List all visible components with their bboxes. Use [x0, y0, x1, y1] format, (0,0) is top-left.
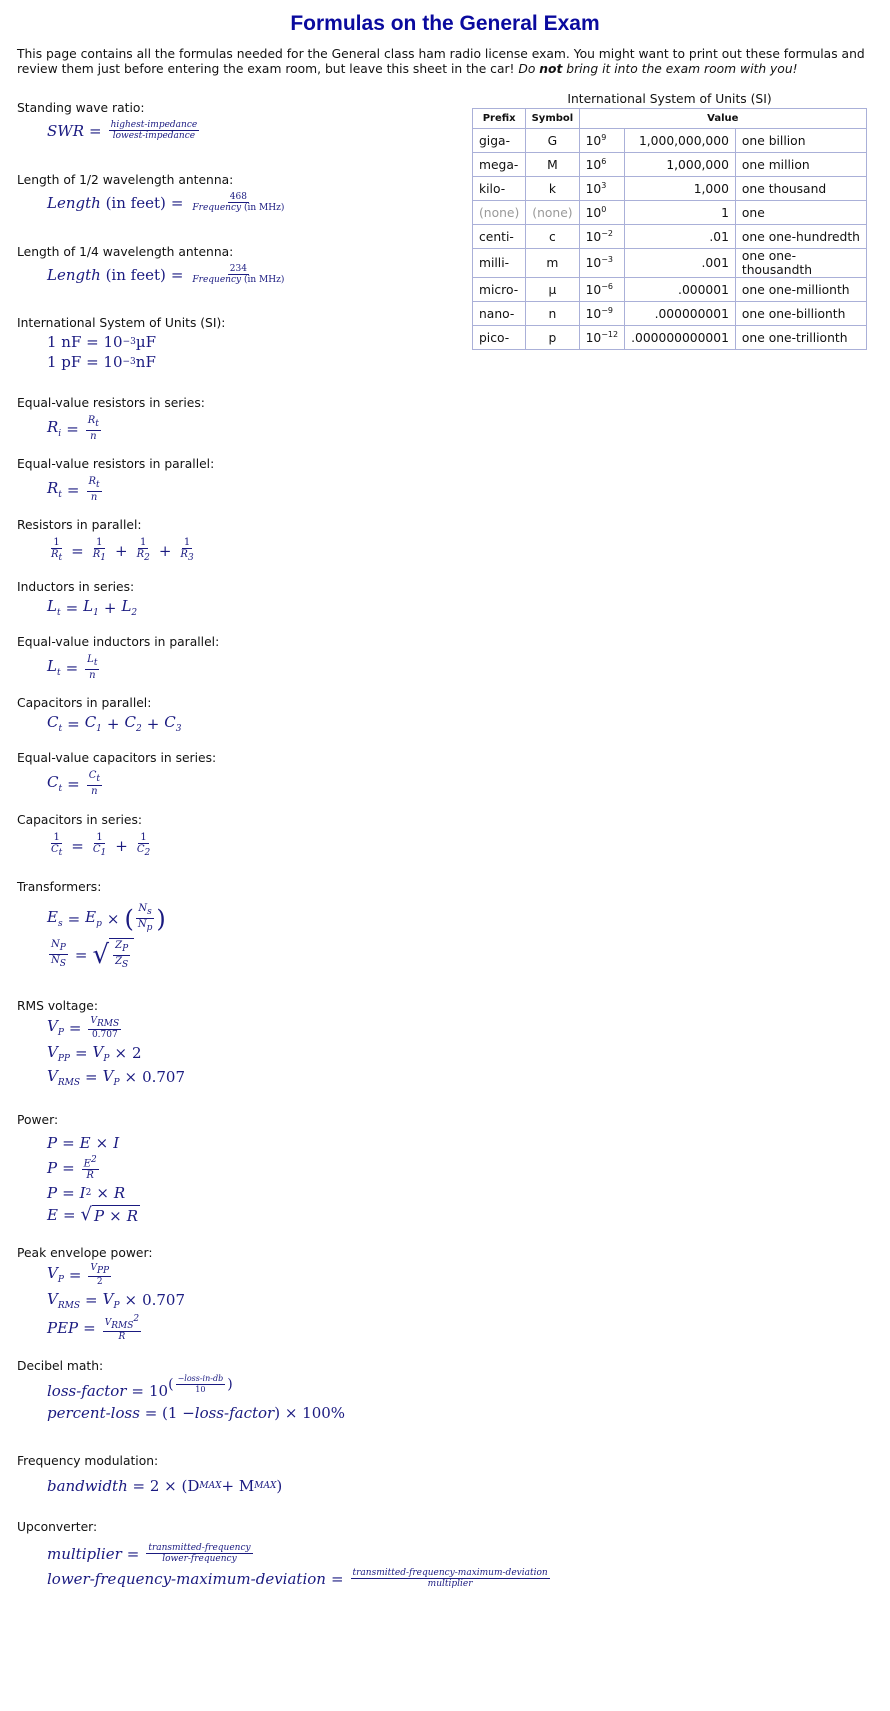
si-table-row [473, 129, 867, 153]
si-name-cell: one thousand [735, 177, 866, 201]
si-header-value: Value [579, 109, 866, 129]
si-table-row [473, 302, 867, 326]
si-power-cell: $10^{-2}$ [579, 225, 625, 249]
si-table-row [473, 225, 867, 249]
si-symbol-cell: c [526, 225, 579, 249]
si-symbol-cell: M [526, 153, 579, 177]
si-name-cell: one one-hundredth [735, 225, 866, 249]
si-table-block [472, 92, 867, 350]
formula-res-parallel-eq: $R_t$ = $\frac{R_t}{n}$ [47, 476, 100, 503]
formula-loss-factor: loss-factor = 10 ( $\frac{\text{−loss-in-db}}{10}$ ) [47, 1374, 233, 1400]
section-upconverter [17, 1520, 548, 1600]
si-prefix-cell: (none) [473, 201, 526, 225]
section-ind-parallel-eq [17, 635, 457, 696]
si-symbol-cell: m [526, 249, 579, 278]
si-power-cell: $10^9$ [579, 129, 625, 153]
section-ind-series [17, 580, 457, 635]
formula-quarter-wave: Length (in feet) = $\frac{234}{\text{Frequency (in MHz)}}$ [47, 264, 285, 285]
formula-max-deviation: lower-frequency-maximum-deviation = $\frac{\text{transmitted-frequency-maximum-deviation}}{\text{multiplier}}$ [47, 1568, 548, 1589]
formula-swr: SWR = $\frac{\text{highest-impedance}}{\text{lowest-impedance}}$ [47, 120, 198, 141]
si-power-cell: $10^3$ [579, 177, 625, 201]
si-table-row [473, 177, 867, 201]
section-cap-parallel [17, 696, 457, 751]
si-prefix-cell: micro- [473, 278, 526, 302]
si-value-cell: 1 [625, 201, 736, 225]
formula-vrms: $V_{RMS}$ = $V_P$ × 0.707 [47, 1066, 186, 1088]
section-label: Resistors in parallel: [17, 518, 142, 532]
page-title: Formulas on the General Exam [290, 12, 600, 35]
si-name-cell: one [735, 201, 866, 225]
si-value-cell: .01 [625, 225, 736, 249]
si-table-caption: International System of Units (SI) [567, 92, 772, 106]
si-name-cell: one million [735, 153, 866, 177]
formula-e-sqrt: E = √ P × R [47, 1204, 138, 1226]
si-value-cell: .001 [625, 249, 736, 278]
section-rms [17, 999, 457, 1113]
formula-pf: 1 pF = 10 −3 nF [47, 353, 156, 371]
si-name-cell: one one-millionth [735, 278, 866, 302]
formula-vp-from-vpp: $V_P$ = $\frac{V_{PP}}{2}$ [47, 1263, 110, 1287]
section-label: Capacitors in series: [17, 813, 143, 827]
section-decibel [17, 1359, 457, 1454]
si-table-row [473, 249, 867, 278]
formula-res-parallel: $\frac{1}{R_t}$ = $\frac{1}{R_1}$ + $\frac{1}{R_2}$ + $\frac{1}{R_3}$ [51, 537, 194, 563]
si-prefix-cell: mega- [473, 153, 526, 177]
section-label: RMS voltage: [17, 999, 98, 1013]
formula-multiplier: multiplier = $\frac{\text{transmitted-frequency}}{\text{lower-frequency}}$ [47, 1543, 251, 1564]
formula-pep: PEP = $\frac{V_{RMS}^2}{R}$ [47, 1313, 140, 1342]
formula-nf: 1 nF = 10 −3 µF [47, 333, 157, 351]
si-table-row [473, 153, 867, 177]
section-label: Inductors in series: [17, 580, 135, 594]
section-label: Decibel math: [17, 1359, 104, 1373]
si-table-row [473, 201, 867, 225]
si-value-cell: .000000001 [625, 302, 736, 326]
section-label: Equal-value inductors in parallel: [17, 635, 220, 649]
formula-ind-series: $L_t$ = $L_1$ + $L_2$ [47, 597, 138, 618]
si-value-cell: 1,000 [625, 177, 736, 201]
section-label: Upconverter: [17, 1520, 98, 1534]
intro-paragraph: This page contains all the formulas needed for the General class ham radio license exam. You might want to print out these formulas and review them just before entering the exam room, but leave this sheet in the car! Do not bring it into the exam room with you! [17, 47, 865, 76]
si-power-cell: $10^{-12}$ [579, 326, 625, 350]
formula-percent-loss: percent-loss = (1 − loss-factor ) × 100% [47, 1404, 346, 1422]
section-label: Length of 1/4 wavelength antenna: [17, 245, 234, 259]
formula-res-series-eq: $R_i$ = $\frac{R_t}{n}$ [47, 415, 99, 442]
si-symbol-cell: k [526, 177, 579, 201]
section-power [17, 1113, 457, 1246]
section-cap-series [17, 813, 457, 880]
si-symbol-cell: (none) [526, 201, 579, 225]
formula-vp-from-vrms: $V_P$ = $\frac{V_{RMS}}{0.707}$ [47, 1016, 120, 1040]
section-label: Standing wave ratio: [17, 101, 145, 115]
si-power-cell: $10^{-9}$ [579, 302, 625, 326]
si-table [472, 108, 867, 350]
formula-half-wave: Length (in feet) = $\frac{468}{\text{Frequency (in MHz)}}$ [47, 192, 285, 213]
formula-transformer-voltage: $E_s$ = $E_p$ × ( $\frac{N_s}{N_p}$ ) [47, 903, 166, 933]
section-quarter-wave [17, 245, 457, 316]
formula-power-e2r: P = $\frac{E^2}{R}$ [47, 1155, 97, 1182]
si-power-cell: $10^6$ [579, 153, 625, 177]
section-label: Power: [17, 1113, 59, 1127]
formula-transformer-impedance: $\frac{N_P}{N_S}$ = √ $\frac{Z_P}{Z_S}$ [47, 938, 457, 971]
formula-vpp: $V_{PP}$ = $V_P$ × 2 [47, 1042, 142, 1064]
section-label: Length of 1/2 wavelength antenna: [17, 173, 234, 187]
section-label: Capacitors in parallel: [17, 696, 152, 710]
si-value-cell: 1,000,000,000 [625, 129, 736, 153]
si-name-cell: one one-thousandth [735, 249, 866, 278]
si-prefix-cell: nano- [473, 302, 526, 326]
si-prefix-cell: centi- [473, 225, 526, 249]
si-name-cell: one one-trillionth [735, 326, 866, 350]
section-transformers [17, 880, 457, 999]
si-power-cell: $10^{-6}$ [579, 278, 625, 302]
section-label: Equal-value resistors in series: [17, 396, 205, 410]
formula-pep-vrms: $V_{RMS}$ = $V_P$ × 0.707 [47, 1289, 186, 1311]
si-prefix-cell: milli- [473, 249, 526, 278]
section-pep [17, 1246, 457, 1359]
formula-ind-parallel-eq: $L_t$ = $\frac{L_t}{n}$ [47, 654, 98, 681]
section-half-wave [17, 173, 457, 245]
formula-power-ei: P = E × I [47, 1134, 120, 1152]
si-prefix-cell: pico- [473, 326, 526, 350]
section-label: Frequency modulation: [17, 1454, 159, 1468]
si-value-cell: .000000000001 [625, 326, 736, 350]
si-table-row [473, 326, 867, 350]
si-prefix-cell: giga- [473, 129, 526, 153]
si-power-cell: $10^0$ [579, 201, 625, 225]
formula-cap-series: $\frac{1}{C_t}$ = $\frac{1}{C_1}$ + $\frac{1}{C_2}$ [51, 832, 151, 858]
si-name-cell: one billion [735, 129, 866, 153]
si-power-cell: $10^{-3}$ [579, 249, 625, 278]
section-res-parallel-eq [17, 457, 457, 518]
formula-power-i2r: P = I 2 × R [47, 1184, 126, 1203]
si-name-cell: one one-billionth [735, 302, 866, 326]
formula-cap-parallel: $C_t$ = $C_1$ + $C_2$ + $C_3$ [47, 713, 182, 734]
section-fm [17, 1454, 457, 1520]
section-label: Transformers: [17, 880, 102, 894]
section-si-units [17, 316, 457, 396]
si-symbol-cell: µ [526, 278, 579, 302]
section-label: Equal-value resistors in parallel: [17, 457, 215, 471]
formula-bandwidth: bandwidth = 2 × (D MAX + M MAX ) [47, 1477, 283, 1495]
si-table-row [473, 278, 867, 302]
si-value-cell: .000001 [625, 278, 736, 302]
section-res-parallel [17, 518, 457, 580]
si-symbol-cell: p [526, 326, 579, 350]
section-cap-series-eq [17, 751, 457, 813]
section-swr [17, 101, 457, 173]
section-label: International System of Units (SI): [17, 316, 226, 330]
section-label: Peak envelope power: [17, 1246, 153, 1260]
section-res-series-eq [17, 396, 457, 457]
si-header-prefix: Prefix [473, 109, 526, 129]
si-symbol-cell: G [526, 129, 579, 153]
si-header-symbol: Symbol [526, 109, 579, 129]
section-label: Equal-value capacitors in series: [17, 751, 217, 765]
si-prefix-cell: kilo- [473, 177, 526, 201]
si-value-cell: 1,000,000 [625, 153, 736, 177]
formula-cap-series-eq: $C_t$ = $\frac{C_t}{n}$ [47, 770, 100, 797]
si-symbol-cell: n [526, 302, 579, 326]
